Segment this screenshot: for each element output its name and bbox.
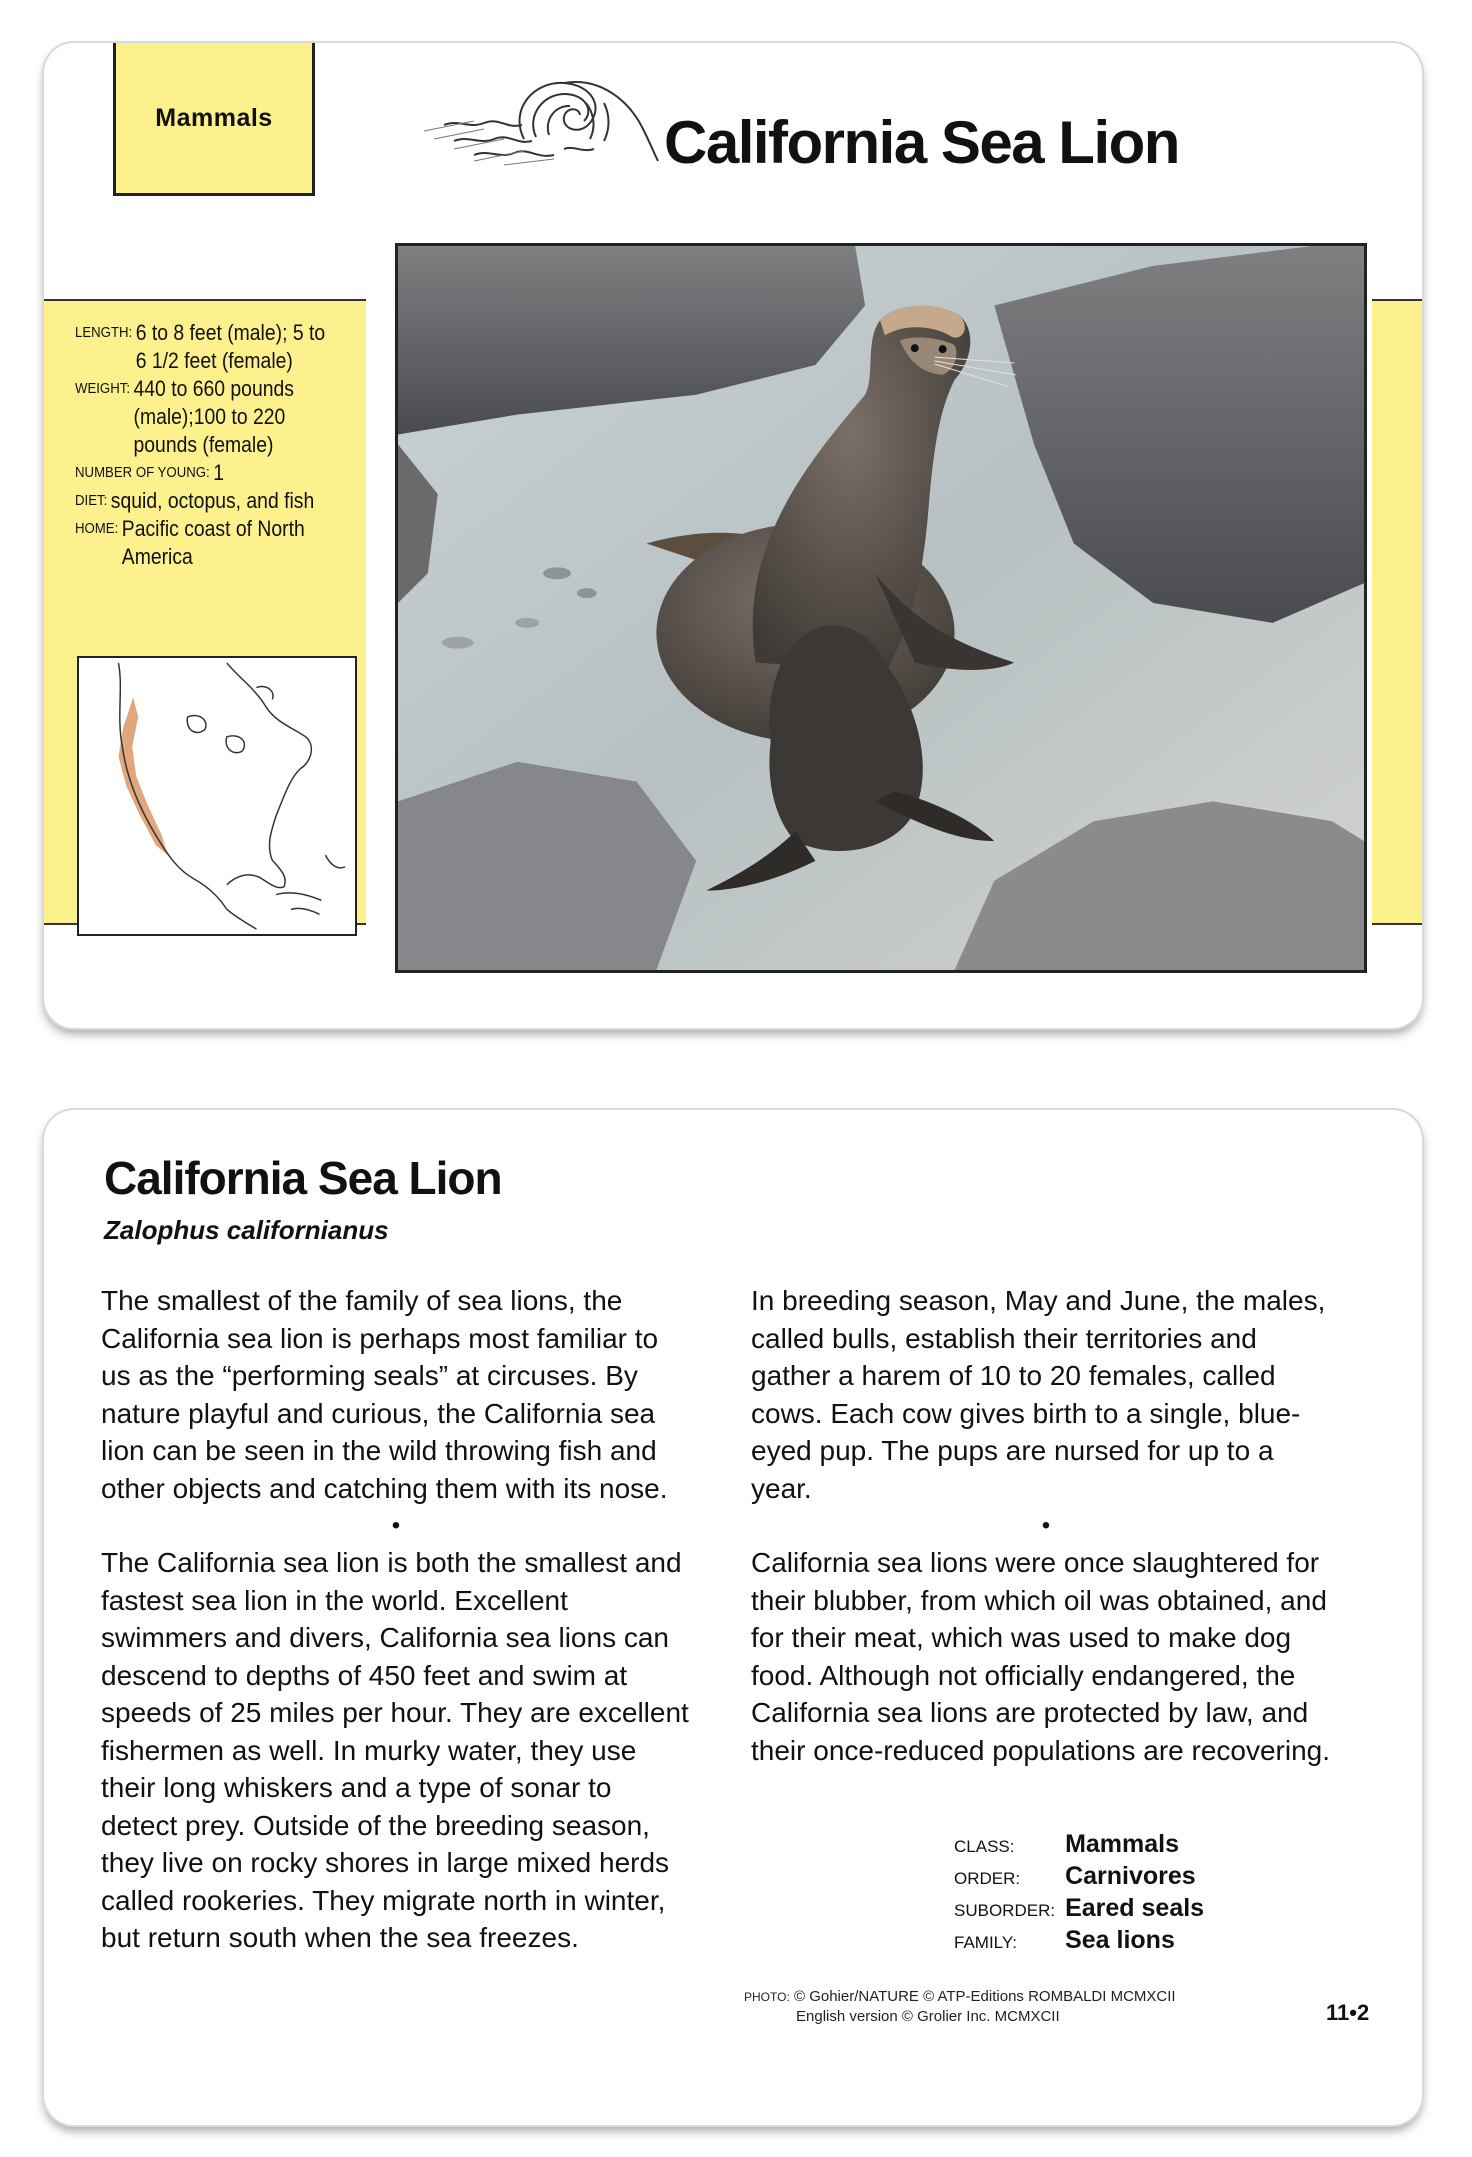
taxonomy-row: FAMILY: Sea lions bbox=[954, 1926, 1175, 1954]
text-column-right bbox=[751, 1282, 1341, 1769]
english-credit: English version © Grolier Inc. MCMXCII bbox=[796, 2008, 1060, 2025]
card-front bbox=[44, 43, 1422, 1028]
separator-bullet: • bbox=[391, 1512, 401, 1539]
taxonomy-row: ORDER: Carnivores bbox=[954, 1862, 1196, 1890]
back-title: California Sea Lion bbox=[104, 1152, 502, 1204]
fact-home: HOME: Pacific coast of North America bbox=[75, 516, 305, 569]
accent-strip bbox=[1372, 299, 1422, 925]
photo-label: PHOTO: bbox=[744, 1990, 790, 2004]
range-map bbox=[77, 656, 357, 936]
taxonomy-row: CLASS: Mammals bbox=[954, 1830, 1180, 1858]
facts-list bbox=[75, 319, 330, 571]
card-title: California Sea Lion bbox=[664, 109, 1179, 176]
paragraph: The smallest of the family of sea lions, the California sea lion is perhaps most familiar to us as the “performing seals” at circuses. By nature playful and curious, the California sea lion can be seen in the wild throwing fish and other objects and catching them with its nose. bbox=[101, 1285, 668, 1504]
separator-bullet: • bbox=[1041, 1512, 1051, 1539]
text-column-left bbox=[101, 1282, 691, 1957]
range-area bbox=[118, 697, 167, 855]
category-label: Mammals bbox=[113, 43, 315, 196]
scientific-name: Zalophus californianus bbox=[104, 1215, 389, 1245]
card-back bbox=[44, 1110, 1422, 2125]
wave-icon bbox=[414, 69, 684, 169]
fact-length: LENGTH: 6 to 8 feet (male); 5 to 6 1/2 feet (female) bbox=[75, 320, 326, 373]
paragraph: In breeding season, May and June, the males, called bulls, establish their territories and gather a harem of 10 to 20 females, called cows. Each cow gives birth to a single, blue-eyed pup. The pups are nursed for up to a year. bbox=[751, 1285, 1326, 1504]
fact-diet: DIET: squid, octopus, and fish bbox=[75, 488, 315, 513]
facts-panel bbox=[44, 299, 366, 925]
fact-weight: WEIGHT: 440 to 660 pounds (male);100 to 220 pounds (female) bbox=[75, 376, 294, 457]
photo-credit: © Gohier/NATURE © ATP-Editions ROMBALDI MCMXCII bbox=[793, 1988, 1176, 2005]
taxonomy-table bbox=[954, 1830, 1204, 1958]
sea-lion-photo bbox=[395, 243, 1367, 973]
fact-young: NUMBER OF YOUNG: 1 bbox=[75, 460, 225, 485]
paragraph: California sea lions were once slaughtered for their blubber, from which oil was obtained, and for their meat, which was used to make dog food. Although not officially endangered, the California sea lions are protected by law, and their once-reduced populations are recovering. bbox=[751, 1547, 1331, 1766]
photo-credits bbox=[744, 1987, 1176, 2027]
card-number: 11•2 bbox=[1326, 2000, 1370, 2025]
taxonomy-row: SUBORDER: Eared seals bbox=[954, 1894, 1205, 1922]
paragraph: The California sea lion is both the smallest and fastest sea lion in the world. Excellent swimmers and divers, California sea lions can descend to depths of 450 feet and swim at speeds of 25 miles per hour. They are excellent fishermen as well. In murky water, they use their long whiskers and a type of sonar to detect prey. Outside of the breeding season, they live on rocky shores in large mixed herds called rookeries. They migrate north in winter, but return south when the sea freezes. bbox=[101, 1547, 689, 1953]
